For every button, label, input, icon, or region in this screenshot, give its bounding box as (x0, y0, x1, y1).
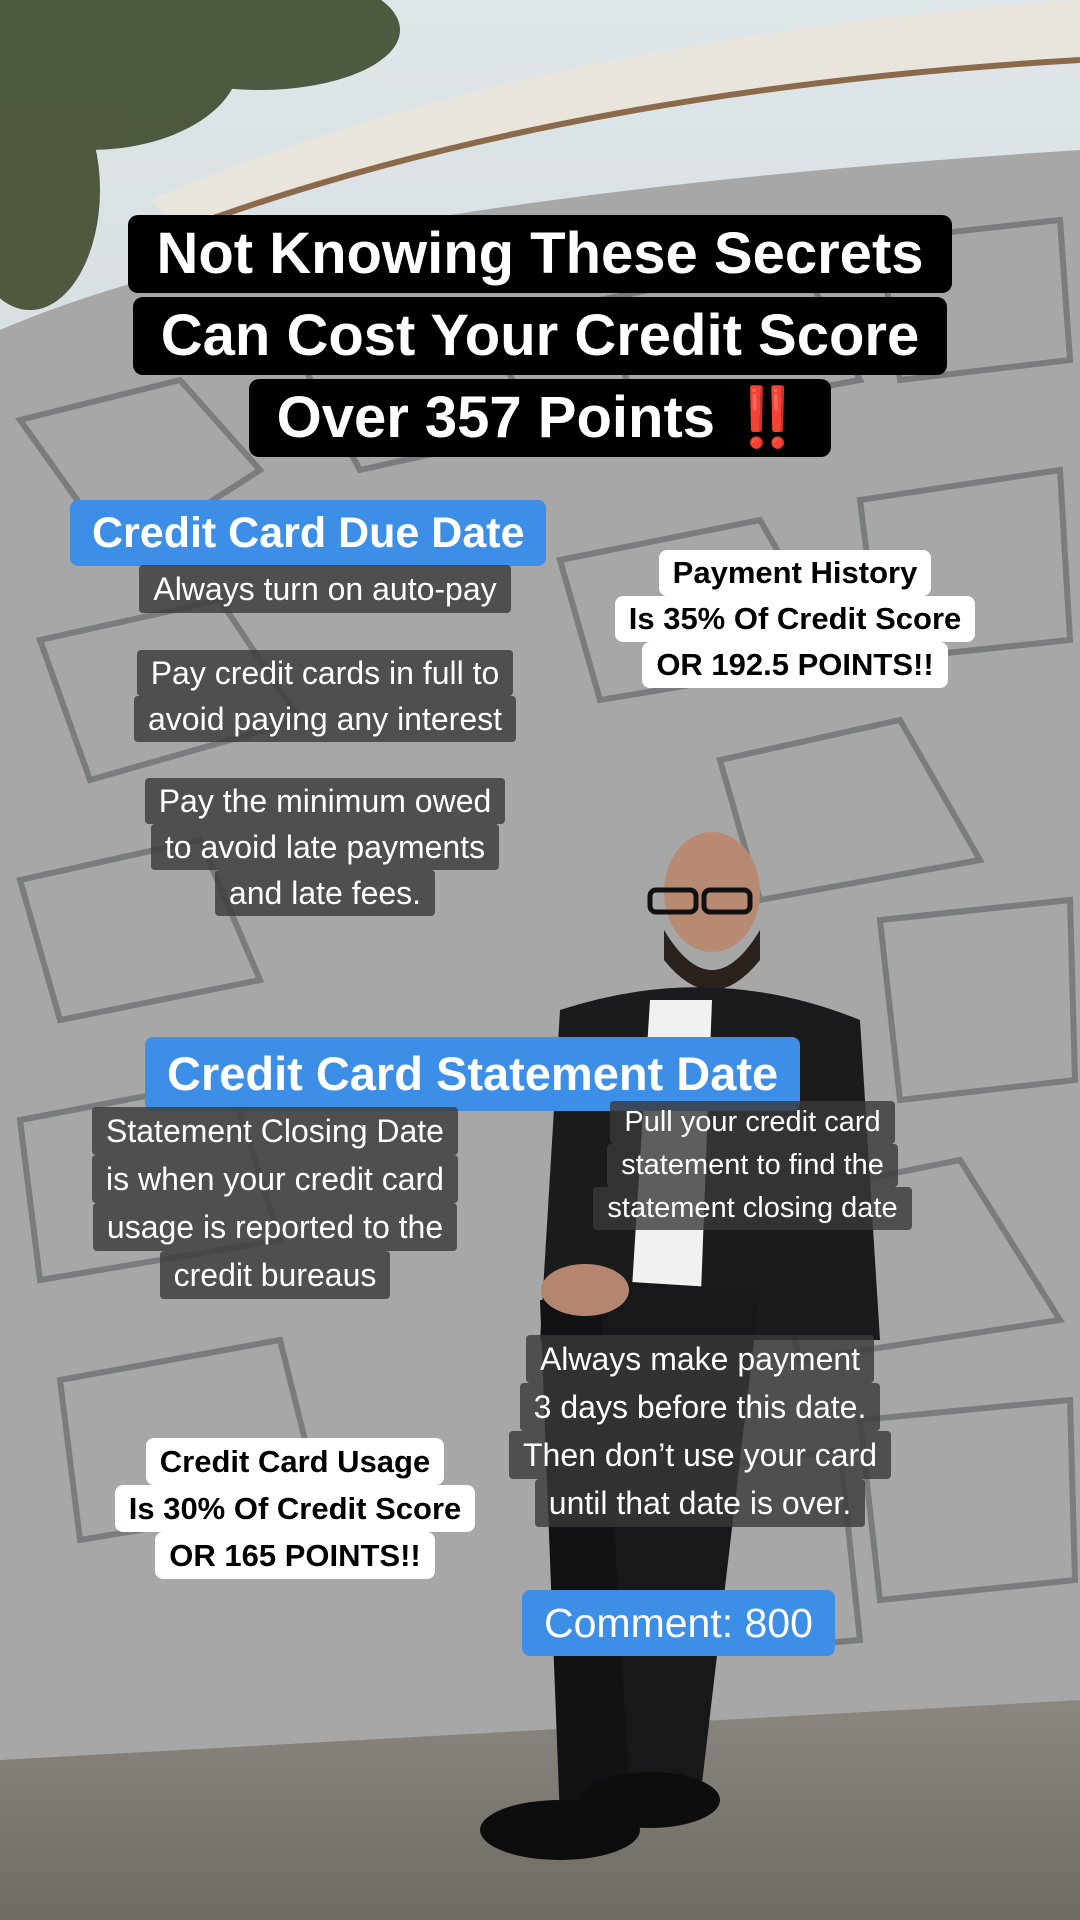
statement-closing-line-2: is when your credit card (92, 1155, 458, 1203)
payment-history-callout (590, 550, 1000, 688)
payment-history-line-3: OR 192.5 POINTS!! (642, 642, 947, 688)
payment-timing-line-1: Always make payment (526, 1335, 874, 1383)
pull-statement-line-2: statement to find the (607, 1144, 898, 1187)
comment-cta: Comment: 800 (522, 1590, 835, 1656)
statement-closing-line-1: Statement Closing Date (92, 1107, 458, 1155)
video-title (0, 215, 1080, 457)
tip-minimum (110, 778, 540, 916)
tip-pay-in-full-line-2: avoid paying any interest (134, 696, 516, 742)
tip-minimum-line-3: and late fees. (215, 870, 435, 916)
payment-timing-line-3: Then don’t use your card (509, 1431, 891, 1479)
statement-closing-line-3: usage is reported to the (93, 1203, 457, 1251)
credit-usage-line-3: OR 165 POINTS!! (155, 1532, 435, 1579)
credit-usage-callout (75, 1438, 515, 1579)
payment-timing-tip (490, 1335, 910, 1527)
title-line-3 (249, 379, 832, 457)
tip-autopay (100, 565, 550, 613)
tip-minimum-line-1: Pay the minimum owed (145, 778, 506, 824)
credit-usage-line-1: Credit Card Usage (146, 1438, 444, 1485)
credit-usage-line-2: Is 30% Of Credit Score (115, 1485, 476, 1532)
payment-timing-line-4: until that date is over. (535, 1479, 865, 1527)
title-line-3-text: Over 357 Points (276, 385, 716, 450)
double-exclamation-icon: ‼️ (731, 385, 804, 450)
due-date-heading: Credit Card Due Date (70, 500, 546, 566)
statement-date-heading: Credit Card Statement Date (145, 1037, 800, 1111)
statement-closing-line-4: credit bureaus (160, 1251, 391, 1299)
pull-statement-line-1: Pull your credit card (610, 1101, 894, 1144)
payment-timing-line-2: 3 days before this date. (520, 1383, 881, 1431)
payment-history-line-1: Payment History (659, 550, 932, 596)
pull-statement-tip (570, 1101, 935, 1230)
statement-closing-explainer (60, 1107, 490, 1299)
title-line-2: Can Cost Your Credit Score (133, 297, 947, 375)
tip-pay-in-full (100, 650, 550, 742)
tip-pay-in-full-line-1: Pay credit cards in full to (137, 650, 514, 696)
payment-history-line-2: Is 35% Of Credit Score (615, 596, 976, 642)
pull-statement-line-3: statement closing date (593, 1187, 911, 1230)
tip-minimum-line-2: to avoid late payments (151, 824, 499, 870)
title-line-1: Not Knowing These Secrets (128, 215, 951, 293)
tip-autopay-text: Always turn on auto-pay (139, 565, 510, 613)
